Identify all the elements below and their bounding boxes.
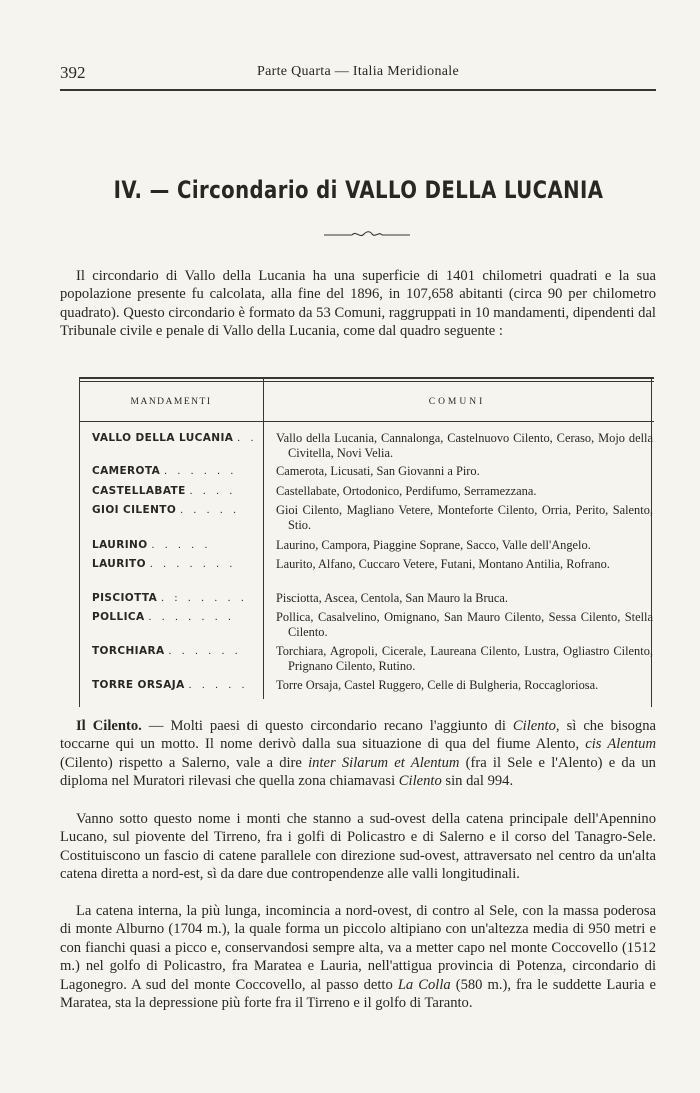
ornament-divider <box>322 228 412 240</box>
intro-paragraph: Il circondario di Vallo della Lucania ha una superficie di 1401 chilometri quadrati e la sua popolazione presente fu calcolata, alla fine del 1896, in 107,658 abitanti (circa 90 per chilometro quadrato). Questo circondario è formato da 53 Comuni, raggruppati in 10 mandamenti, dipendenti dal Tribunale civile e penale di Vallo della Lucania, come dal quadro seguente : <box>60 268 656 340</box>
comuni-list: Camerota, Licusati, San Giovanni a Piro. <box>276 464 480 478</box>
comuni-list: Laurito, Alfano, Cuccaro Vetere, Futani, Montano Antilia, Rofrano. <box>276 557 610 571</box>
section-heading: Il Cilento. <box>76 718 142 734</box>
column-header-comuni: COMUNI <box>428 397 486 407</box>
table-column-rule <box>263 377 264 699</box>
column-header-mandamenti: MANDAMENTI <box>130 397 212 407</box>
mandamento-name: TORRE ORSAJA . . . . . <box>92 679 249 691</box>
mandamento-name: CASTELLABATE . . . . <box>92 485 237 497</box>
table-header-rule <box>79 421 654 422</box>
mandamento-name: TORCHIARA . . . . . . <box>92 645 242 657</box>
cilento-paragraph-2: Vanno sotto questo nome i monti che stanno a sud-ovest della catena principale dell'Apennino Lucano, sul piovente del Tirreno, fra i golfi di Policastro e di Salerno e il corso del Tanagro-Sele. Costituiscono un fascio di catene parallele con direzione sud-ovest, attraversato nel centro da un'alta catena diretta a nord-est, sì da dare due contropendenze alle valli longitudinali. <box>60 811 656 883</box>
mandamento-name: CAMEROTA . . . . . . <box>92 465 238 477</box>
mandamento-name: LAURINO . . . . . <box>92 539 212 551</box>
cilento-paragraph-1: Il Cilento. — Molti paesi di questo circondario recano l'aggiunto di Cilento, sì che bisogna toccarne qui un motto. Il nome derivò dalla sua situazione di qua del fiume Alento, cis Alentum (Cilento) rispetto a Salerno, vale a dire inter Silarum et Alentum (fra il Sele e l'Alento) e da un diploma nel Muratori rilevasi che quella zona chiamavasi Cilento sin dal 994. <box>60 718 656 790</box>
mandamento-name: GIOI CILENTO . . . . . <box>92 504 240 516</box>
mandamento-name: LAURITO . . . . . . . <box>92 558 237 570</box>
table-top-rule <box>79 377 654 379</box>
table-left-rule <box>79 377 80 707</box>
mandamenti-table <box>79 377 654 707</box>
comuni-list: Gioi Cilento, Magliano Vetere, Monteforte Cilento, Orria, Perito, Salento, Stio. <box>276 503 653 533</box>
comuni-list: Laurino, Campora, Piaggine Soprane, Sacco, Valle dell'Angelo. <box>276 538 591 552</box>
comuni-list: Pisciotta, Ascea, Centola, San Mauro la Bruca. <box>276 591 508 605</box>
page-number: 392 <box>60 63 86 82</box>
table-top-rule-inner <box>79 381 654 382</box>
comuni-list: Torchiara, Agropoli, Cicerale, Laureana Cilento, Lustra, Ogliastro Cilento, Prignano Cilento, Rutino. <box>276 644 653 674</box>
mandamento-name: PISCIOTTA . : . . . . . <box>92 592 248 604</box>
comuni-list: Castellabate, Ortodonico, Perdifumo, Serramezzana. <box>276 484 537 498</box>
mandamento-name: VALLO DELLA LUCANIA . . <box>92 432 257 444</box>
comuni-list: Pollica, Casalvelino, Omignano, San Mauro Cilento, Sessa Cilento, Stella Cilento. <box>276 610 653 640</box>
cilento-paragraph-3: La catena interna, la più lunga, incomincia a nord-ovest, di contro al Sele, con la massa poderosa di monte Alburno (1704 m.), la quale forma un piccolo altipiano con un'altezza media di 950 metri e con fianchi quasi a picco e, conservandosi sempre alta, va a metter capo nel monte Coccovello (1512 m.) nel golfo di Policastro, fra Maratea e Lauria, nell'attigua provincia di Potenza, circondario di Lagonegro. A sud del monte Coccovello, al passo detto La Colla (580 m.), fra le suddette Lauria e Maratea, sta la depressione più forte fra il Tirreno e il golfo di Taranto. <box>60 903 657 1012</box>
running-head <box>60 60 656 84</box>
chapter-title: IV. — Circondario di VALLO DELLA LUCANIA <box>113 176 604 204</box>
running-head-title: Parte Quarta — Italia Meridionale <box>257 64 459 79</box>
header-rule <box>60 89 656 91</box>
mandamento-name: POLLICA . . . . . . . <box>92 611 235 623</box>
comuni-list: Torre Orsaja, Castel Ruggero, Celle di Bulgheria, Roccagloriosa. <box>276 678 599 692</box>
comuni-list: Vallo della Lucania, Cannalonga, Castelnuovo Cilento, Ceraso, Mojo della Civitella, Novi Velia. <box>276 431 653 461</box>
